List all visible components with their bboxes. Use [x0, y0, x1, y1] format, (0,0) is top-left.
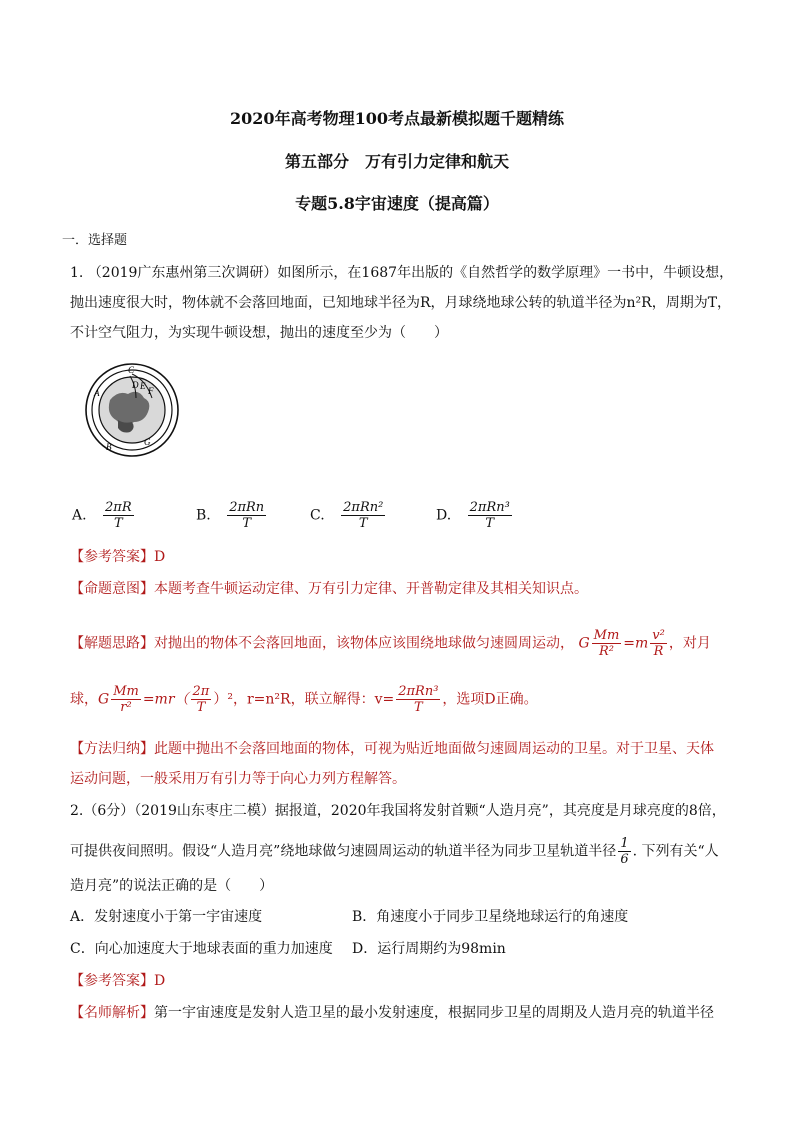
q2-line2b: . 下列有关“人	[632, 843, 719, 860]
q2-answer	[70, 972, 165, 990]
option-a-denominator: T	[113, 516, 123, 531]
q1-line1: 1. （2019广东惠州第三次调研）如图所示，在1687年出版的《自然哲学的数学原理》一书中，牛顿设想，	[70, 265, 734, 281]
document-title: 2020年高考物理100考点最新模拟题千题精练	[230, 109, 564, 128]
q1-intent	[70, 580, 588, 598]
q2-line3: 造月亮”的说法正确的是（ ）	[70, 878, 274, 894]
q2-frac-den: 6	[620, 852, 629, 867]
figure-label-e: E	[140, 381, 146, 391]
eq-mm-2: Mm	[113, 684, 139, 699]
option-a-letter: A.	[72, 507, 87, 524]
q1-method-line2: 运动问题，一般采用万有引力等于向心力列方程解答。	[70, 771, 406, 787]
eq-equals-m: =m	[623, 635, 649, 652]
eq-2pi: 2π	[192, 684, 210, 699]
option-d-letter: D.	[436, 507, 452, 524]
q2-analysis-text: 第一宇宙速度是发射人造卫星的最小发射速度，根据同步卫星的周期及人造月亮的轨道半径	[154, 1005, 714, 1021]
q2-line2	[70, 836, 719, 867]
option-b	[196, 500, 268, 531]
eq-g-2: G	[98, 691, 110, 708]
figure-label-g: G	[144, 437, 151, 447]
figure-label-b: B	[106, 442, 112, 452]
option-b-numerator: 2πRn	[229, 500, 265, 515]
eq-answer-den: T	[413, 700, 423, 715]
figure-label-f: F	[148, 386, 154, 396]
q1-solution-mid2: ，r=n²R，联立解得：v=	[232, 691, 395, 708]
eq-close: ）²	[213, 691, 233, 708]
q1-line3: 不计空气阻力，为实现牛顿设想，抛出的速度至少为（ ）	[70, 325, 448, 341]
q1-method-line1	[70, 740, 714, 758]
option-b-letter: B.	[196, 507, 211, 524]
q2-option-a: A．发射速度小于第一宇宙速度	[70, 909, 263, 925]
eq-mm: Mm	[593, 628, 620, 643]
q1-answer-value: D	[154, 549, 166, 565]
q2-answer-value: D	[154, 973, 166, 989]
option-c	[310, 500, 387, 531]
q1-solution-line1	[70, 628, 711, 659]
eq-t: T	[196, 700, 206, 715]
option-c-numerator: 2πRn²	[343, 500, 384, 515]
topic-title: 专题5.8宇宙速度（提高篇）	[295, 194, 499, 213]
q1-solution-tag: 【解题思路】	[70, 635, 154, 652]
q2-analysis-tag: 【名师解析】	[70, 1005, 154, 1021]
q1-method-text1: 此题中抛出不会落回地面的物体，可视为贴近地面做匀速圆周运动的卫星。对于卫星、天体	[154, 741, 714, 757]
q2-line1: 2.（6分）（2019山东枣庄二模）据报道，2020年我国将发射首颗“人造月亮”，其亮度是月球亮度的8倍，	[70, 803, 726, 819]
eq-r: R	[653, 644, 664, 659]
q1-solution-start2: 球，	[70, 691, 98, 708]
q2-line2a: 可提供夜间照明。假设“人造月亮”绕地球做匀速圆周运动的轨道半径为同步卫星轨道半径	[70, 843, 617, 860]
q2-frac-num: 1	[620, 836, 629, 851]
option-d	[436, 500, 514, 531]
q1-solution-end2: ，选项D正确。	[442, 691, 538, 708]
earth-orbit-figure	[80, 362, 184, 458]
section-heading: 一．选择题	[62, 233, 128, 248]
q1-solution-end1: ，对月	[668, 635, 711, 652]
eq-answer-num: 2πRn³	[398, 684, 439, 699]
q1-intent-tag: 【命题意图】	[70, 581, 154, 597]
eq-r-squared: r²	[120, 700, 132, 715]
option-a-numerator: 2πR	[105, 500, 132, 515]
eq-g: G	[578, 635, 590, 652]
q2-option-b: B．角速度小于同步卫星绕地球运行的角速度	[352, 909, 629, 925]
option-d-numerator: 2πRn³	[469, 500, 510, 515]
eq-r2: R²	[598, 644, 614, 659]
q1-intent-text: 本题考查牛顿运动定律、万有引力定律、开普勒定律及其相关知识点。	[154, 581, 588, 597]
eq-v2: v²	[652, 628, 665, 643]
q1-line2: 抛出速度很大时，物体就不会落回地面，已知地球半径为R，月球绕地球公转的轨道半径为n²R，周期为T，	[70, 295, 732, 311]
figure-label-c: C	[128, 365, 135, 375]
option-c-denominator: T	[358, 516, 368, 531]
option-d-denominator: T	[485, 516, 495, 531]
q2-analysis	[70, 1004, 714, 1022]
eq-mr: =mr（	[142, 691, 189, 708]
q2-answer-tag: 【参考答案】	[70, 973, 154, 989]
q1-solution-text1: 对抛出的物体不会落回地面，该物体应该围绕地球做匀速圆周运动，	[154, 635, 574, 652]
q1-solution-line2	[70, 684, 538, 715]
q2-option-d: D．运行周期约为98min	[352, 941, 506, 957]
part-title: 第五部分 万有引力定律和航天	[284, 152, 509, 171]
option-b-denominator: T	[242, 516, 252, 531]
figure-label-a: A	[94, 388, 100, 398]
option-c-letter: C.	[310, 507, 325, 524]
q1-answer-tag: 【参考答案】	[70, 549, 154, 565]
q2-option-c: C．向心加速度大于地球表面的重力加速度	[70, 941, 333, 957]
figure-label-d: D	[132, 380, 139, 390]
q1-answer	[70, 548, 165, 566]
q1-method-tag: 【方法归纳】	[70, 741, 154, 757]
option-a	[72, 500, 136, 531]
